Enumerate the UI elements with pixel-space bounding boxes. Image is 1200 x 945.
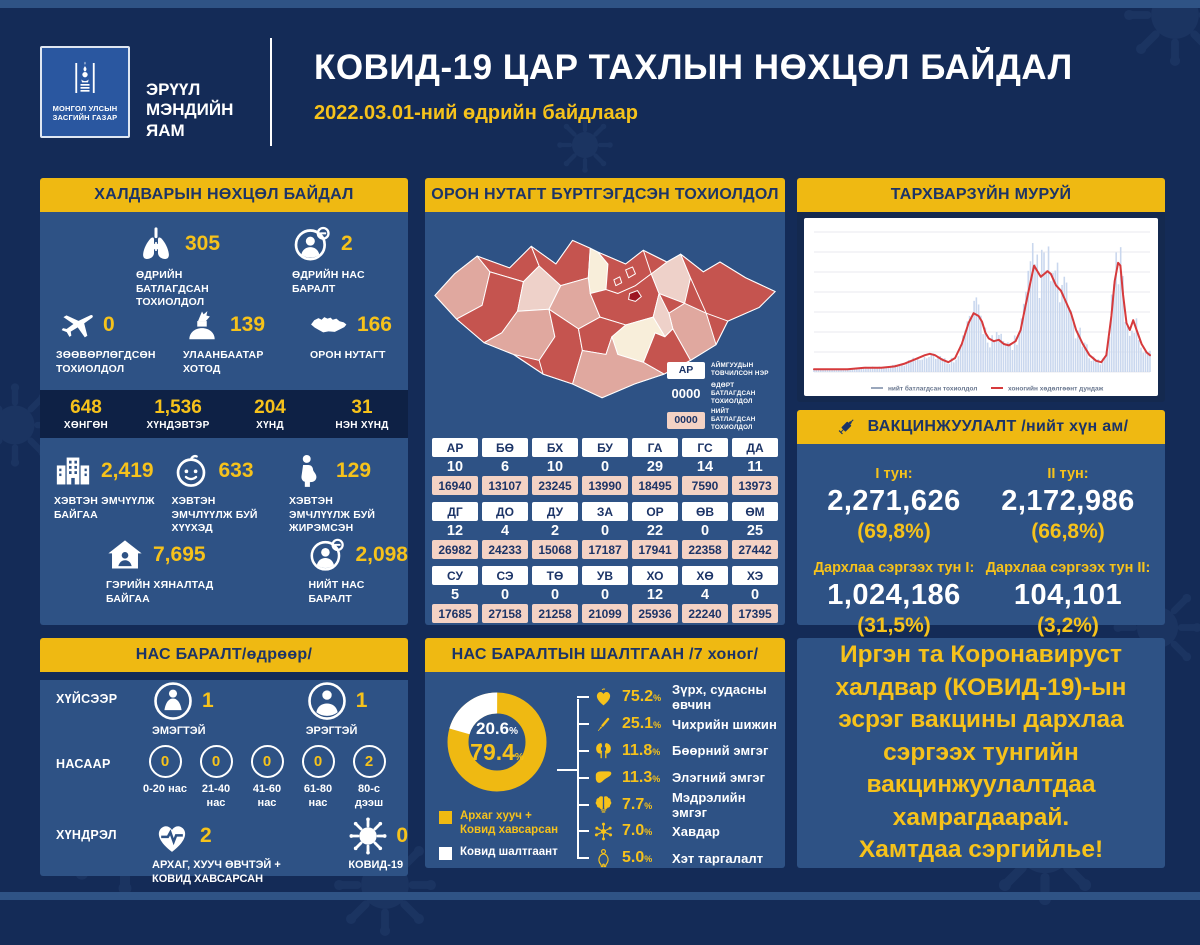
region-total-count: 17685 xyxy=(432,604,478,623)
region-daily-count: 0 xyxy=(500,586,510,603)
cause-label: Хавдар xyxy=(672,823,720,839)
map-legend-row xyxy=(667,408,775,432)
cause-percent: 11.3% xyxy=(622,768,661,786)
region-total-count: 13990 xyxy=(582,476,628,495)
region-total-count: 22358 xyxy=(682,540,728,559)
row-label-sex: ХҮЙСЭЭР xyxy=(56,692,118,706)
region-total-count: 24233 xyxy=(482,540,528,559)
region-abbr: ТӨ xyxy=(532,566,578,585)
connector-stub xyxy=(577,696,589,698)
region-table-row xyxy=(432,438,778,495)
region-total-count: 22240 xyxy=(682,604,728,623)
region-daily-count: 11 xyxy=(747,458,763,475)
cause-list xyxy=(577,684,781,872)
stat-label: УЛААНБААТАР ХОТОД xyxy=(182,349,264,375)
region-daily-count: 25 xyxy=(746,522,764,539)
region-daily-count: 4 xyxy=(500,522,510,539)
region-cell-БӨ xyxy=(482,438,528,495)
map-legend-label: АЙМГУУДЫН ТОВЧИЛСОН НЭР xyxy=(711,362,769,378)
region-total-count: 21099 xyxy=(582,604,628,623)
region-cell-ОР xyxy=(632,502,678,559)
region-cell-СЭ xyxy=(482,566,528,623)
daily-deaths-card xyxy=(40,638,408,885)
region-abbr: ОР xyxy=(632,502,678,521)
page-subtitle: 2022.03.01-ний өдрийн байдлаар xyxy=(314,102,638,124)
death-stat-value: 1 xyxy=(202,689,214,712)
region-daily-count: 10 xyxy=(446,458,464,475)
age-circle: 0 xyxy=(149,745,182,778)
age-group-stat xyxy=(140,745,190,811)
region-cell-ӨМ xyxy=(732,502,778,559)
kidney-icon xyxy=(593,740,614,761)
death-stat-value: 0 xyxy=(396,824,408,848)
soyombo-icon xyxy=(65,52,105,104)
region-total-count: 17395 xyxy=(732,604,778,623)
liver-icon xyxy=(593,767,614,788)
severity-strip xyxy=(40,390,408,438)
stat-item xyxy=(172,452,277,534)
person-minus-icon xyxy=(292,224,332,264)
stat-value: 166 xyxy=(356,313,392,336)
vaccination-grid xyxy=(797,444,1165,638)
connector-line xyxy=(557,769,577,771)
region-table-row xyxy=(432,566,778,623)
logo-org-line2: ЗАСГИЙН ГАЗАР xyxy=(52,113,118,123)
donut-legend-white: Ковид шалтгаант xyxy=(439,846,569,860)
region-daily-count: 0 xyxy=(600,586,610,603)
stat-label: ЗӨӨВӨРЛӨГДСӨН ТОХИОЛДОЛ xyxy=(56,349,156,375)
daily-stats-row xyxy=(40,212,408,309)
severity-item xyxy=(146,397,209,431)
region-abbr: ДУ xyxy=(532,502,578,521)
severity-label: НЭН ХҮНД xyxy=(335,420,389,431)
donut-legend-yellow: Архаг хууч + Ковид хавсарсан xyxy=(439,810,569,838)
top-edge-strip xyxy=(0,0,1200,8)
region-cell-ХЭ xyxy=(732,566,778,623)
region-total-count: 13973 xyxy=(732,476,778,495)
female-icon xyxy=(152,680,194,722)
cause-percent: 7.0% xyxy=(622,822,653,840)
cause-percent: 5.0% xyxy=(622,849,653,867)
male-icon xyxy=(306,680,348,722)
stat-label: ӨДРИЙН НАС БАРАЛТ xyxy=(292,269,365,295)
region-table-row xyxy=(432,502,778,559)
donut-legend xyxy=(439,810,569,860)
dose-percent: (3,2%) xyxy=(1037,614,1099,637)
region-abbr: БӨ xyxy=(482,438,528,457)
hospital-icon xyxy=(54,452,92,490)
stat-value: 633 xyxy=(218,459,254,482)
stat-item xyxy=(310,306,392,380)
region-daily-count: 0 xyxy=(750,586,760,603)
stat-item xyxy=(289,452,394,534)
cause-item xyxy=(577,711,781,738)
death-stat-item xyxy=(152,816,282,887)
dose-value: 2,271,626 xyxy=(827,485,961,517)
map-legend xyxy=(667,362,775,432)
region-abbr: ДА xyxy=(732,438,778,457)
age-label: 80-с дээш xyxy=(354,782,384,809)
severity-label: ХҮНД xyxy=(256,420,284,431)
infection-card-header: ХАЛДВАРЫН НӨХЦӨЛ БАЙДАЛ xyxy=(40,178,408,212)
stat-value: 129 xyxy=(336,459,372,482)
cause-item xyxy=(577,764,781,791)
white-swatch xyxy=(439,847,452,860)
region-total-count: 25936 xyxy=(632,604,678,623)
stat-label: ОРОН НУТАГТ xyxy=(309,349,386,361)
map-legend-row xyxy=(667,362,775,379)
bottom-edge-strip xyxy=(0,892,1200,900)
region-cell-ХӨ xyxy=(682,566,728,623)
severity-value: 31 xyxy=(351,397,373,418)
death-stat-label: ЭРЭГТЭЙ xyxy=(305,725,358,737)
region-daily-count: 2 xyxy=(550,522,560,539)
region-daily-count: 4 xyxy=(700,586,710,603)
cause-item xyxy=(577,791,781,818)
region-abbr: АР xyxy=(432,438,478,457)
location-stats-row xyxy=(40,300,408,380)
cause-percent: 75.2% xyxy=(622,688,662,706)
stat-label: ӨДРИЙН БАТЛАГДСАН ТОХИОЛДОЛ xyxy=(136,269,209,309)
stat-value: 7,695 xyxy=(153,543,206,566)
region-abbr: ЗА xyxy=(582,502,628,521)
cause-item xyxy=(577,684,781,711)
cause-label: Мэдрэлийн эмгэг xyxy=(672,789,746,820)
header-divider xyxy=(270,38,272,146)
age-circle: 0 xyxy=(200,745,233,778)
region-abbr: ХЭ xyxy=(732,566,778,585)
government-logo xyxy=(40,46,130,138)
deaths-by-age-row xyxy=(40,745,408,811)
region-daily-count: 0 xyxy=(600,458,610,475)
map-legend-label: ӨДӨРТ БАТЛАГДСАН ТОХИОЛДОЛ xyxy=(711,381,756,405)
vaccination-dose-stat xyxy=(807,560,981,638)
region-cell-БХ xyxy=(532,438,578,495)
connector-stub xyxy=(577,750,589,752)
connector-stub xyxy=(577,830,589,832)
region-total-count: 18495 xyxy=(632,476,678,495)
vaccination-card xyxy=(797,410,1165,637)
connector-stub xyxy=(577,857,589,859)
stat-item xyxy=(56,306,174,380)
region-cell-АР xyxy=(432,438,478,495)
region-total-count: 26982 xyxy=(432,540,478,559)
cause-percent: 25.1% xyxy=(622,715,662,733)
stat-value: 0 xyxy=(103,313,115,336)
severity-item xyxy=(64,397,108,431)
region-daily-count: 22 xyxy=(646,522,664,539)
stat-value: 2,098 xyxy=(355,543,408,566)
page-title: КОВИД-19 ЦАР ТАХЛЫН НӨХЦӨЛ БАЙДАЛ xyxy=(314,48,1073,87)
dose-label: I тун: xyxy=(875,466,913,482)
region-abbr: ӨМ xyxy=(732,502,778,521)
stat-label: ХЭВТЭН ЭМЧЛҮҮЛЖ БУЙ ХҮҮХЭД xyxy=(171,495,258,535)
ministry-line2: МЭНДИЙН ЯАМ xyxy=(146,100,234,140)
region-daily-count: 0 xyxy=(700,522,710,539)
stat-label: ХЭВТЭН ЭМЧҮҮЛЖ БАЙГАА xyxy=(54,495,155,521)
age-group-stat xyxy=(344,745,394,811)
age-label: 0-20 нас xyxy=(143,782,187,795)
epidemic-curve-card xyxy=(797,178,1165,402)
cancer-icon xyxy=(593,821,614,842)
death-stat-item xyxy=(152,680,214,739)
stat-item xyxy=(54,452,159,534)
region-daily-count: 12 xyxy=(646,586,664,603)
stat-item xyxy=(136,224,248,309)
mongolia-icon xyxy=(310,306,348,344)
logo-org-line1: МОНГОЛ УЛСЫН xyxy=(52,104,118,113)
connector-stub xyxy=(577,777,589,779)
home-icon xyxy=(106,536,144,574)
age-label: 61-80 нас xyxy=(303,782,333,809)
death-stat-label: ЭМЭГТЭЙ xyxy=(152,725,206,737)
airplane-icon xyxy=(56,306,94,344)
virus-icon xyxy=(348,816,388,856)
donut-yellow-percent: 79.4% xyxy=(470,738,524,765)
deaths-by-sex-row xyxy=(40,680,408,739)
death-stat-value: 2 xyxy=(200,824,212,848)
death-stat-item xyxy=(306,680,368,739)
age-label: 41-60 нас xyxy=(252,782,282,809)
brain-icon xyxy=(593,794,614,815)
region-abbr: ДО xyxy=(482,502,528,521)
region-total-count: 27442 xyxy=(732,540,778,559)
region-daily-count: 6 xyxy=(500,458,510,475)
dose-percent: (66,8%) xyxy=(1031,520,1105,543)
svg-text:хоногийн хөдөлгөөнт дундаж: хоногийн хөдөлгөөнт дундаж xyxy=(1008,385,1104,393)
region-daily-count: 0 xyxy=(600,522,610,539)
cause-item xyxy=(577,845,781,872)
message-body: Иргэн та Коронавируст халдвар (КОВИД-19)-ын эсрэг вакцины дархлаа сэргээх тунгийн вакцинжуулалтдаа хамрагдаарай. xyxy=(835,640,1127,831)
causes-card-header: НАС БАРАЛТЫН ШАЛТГААН /7 хоног/ xyxy=(425,638,785,672)
page-header xyxy=(40,30,1160,165)
logo-text xyxy=(53,104,118,123)
death-stat-value: 1 xyxy=(355,689,368,712)
person-minus-icon xyxy=(308,536,346,574)
dose-percent: (31,5%) xyxy=(857,614,931,637)
region-abbr: ХО xyxy=(632,566,678,585)
cause-label: Элэгний эмгэг xyxy=(672,770,766,786)
baby-icon xyxy=(172,452,210,490)
deaths-card-header: НАС БАРАЛТ/өдрөөр/ xyxy=(40,638,408,672)
death-stat-label: АРХАГ, ХУУЧ ӨВЧТЭЙ + КОВИД ХАВСАРСАН xyxy=(152,859,281,885)
region-abbr: ДГ xyxy=(432,502,478,521)
age-circle: 2 xyxy=(353,745,386,778)
region-cell-БУ xyxy=(582,438,628,495)
region-abbr: ӨВ xyxy=(682,502,728,521)
region-daily-count: 29 xyxy=(646,458,664,475)
map-legend-row xyxy=(667,382,775,406)
severity-label: ХӨНГӨН xyxy=(63,420,109,431)
severity-label: ХҮНДЭВТЭР xyxy=(146,420,210,431)
vaccination-dose-stat xyxy=(807,466,981,544)
vaccination-dose-stat xyxy=(981,560,1155,638)
region-total-count: 17941 xyxy=(632,540,678,559)
hospitalized-stats-row xyxy=(40,438,408,534)
region-total-count: 23245 xyxy=(532,476,578,495)
region-total-count: 27158 xyxy=(482,604,528,623)
regional-cases-card xyxy=(425,178,785,625)
yellow-swatch xyxy=(439,811,452,824)
region-abbr: СУ xyxy=(432,566,478,585)
region-cell-ӨВ xyxy=(682,502,728,559)
infection-status-card xyxy=(40,178,408,625)
ministry-name xyxy=(146,80,256,141)
age-circle: 0 xyxy=(251,745,284,778)
region-total-count: 7590 xyxy=(682,476,728,495)
lungs-icon xyxy=(136,224,176,264)
death-causes-donut xyxy=(441,686,553,798)
region-cell-ТӨ xyxy=(532,566,578,623)
dose-value: 1,024,186 xyxy=(827,579,961,611)
age-group-stat xyxy=(293,745,343,811)
region-daily-count: 14 xyxy=(696,458,714,475)
curve-card-header: ТАРХВАРЗҮЙН МУРУЙ xyxy=(797,178,1165,212)
dose-value: 2,172,986 xyxy=(1001,485,1135,517)
diabetes-icon xyxy=(593,714,614,735)
cause-item xyxy=(577,818,781,845)
region-cell-ГА xyxy=(632,438,678,495)
cause-label: Бөөрний эмгэг xyxy=(672,743,769,759)
severity-value: 204 xyxy=(254,397,286,418)
map-legend-sample: АР xyxy=(667,362,705,379)
region-cell-ДГ xyxy=(432,502,478,559)
region-abbr: БХ xyxy=(532,438,578,457)
vaccination-dose-stat xyxy=(981,466,1155,544)
age-label: 21-40 нас xyxy=(201,782,231,809)
cause-label: Зүрх, судасны өвчин xyxy=(672,682,767,713)
region-daily-count: 0 xyxy=(550,586,560,603)
epidemic-curve-chart xyxy=(804,218,1158,396)
region-daily-count: 5 xyxy=(450,586,460,603)
deaths-by-complication-row xyxy=(40,816,408,887)
ministry-line1: ЭРҮҮЛ xyxy=(146,79,201,99)
vaccination-message-panel xyxy=(797,638,1165,868)
age-group-stat xyxy=(191,745,241,811)
stat-value: 305 xyxy=(185,232,221,255)
cause-percent: 7.7% xyxy=(622,795,653,813)
regional-card-header: ОРОН НУТАГТ БҮРТГЭГДСЭН ТОХИОЛДОЛ xyxy=(425,178,785,212)
region-total-count: 17187 xyxy=(582,540,628,559)
row-label-complication: ХҮНДРЭЛ xyxy=(56,828,117,843)
stat-value: 139 xyxy=(229,313,266,336)
stat-label: НИЙТ НАС БАРАЛТ xyxy=(308,579,365,605)
connector-stub xyxy=(577,804,589,806)
region-daily-count: 10 xyxy=(546,458,564,475)
age-group-stat xyxy=(242,745,292,811)
stat-item xyxy=(183,306,301,380)
stat-value: 2,419 xyxy=(101,459,154,482)
severity-value: 648 xyxy=(70,397,102,418)
severity-item xyxy=(335,397,388,431)
heart-pulse-icon xyxy=(152,816,192,856)
region-cell-ДУ xyxy=(532,502,578,559)
region-abbr: СЭ xyxy=(482,566,528,585)
mongolia-choropleth-map xyxy=(425,212,785,434)
stat-item xyxy=(106,536,240,606)
region-cell-ГС xyxy=(682,438,728,495)
connector-stub xyxy=(577,723,589,725)
severity-value: 1,536 xyxy=(154,397,202,418)
cause-item xyxy=(577,738,781,765)
svg-text:нийт батлагдсан тохиолдол: нийт батлагдсан тохиолдол xyxy=(888,385,978,393)
region-abbr: ХӨ xyxy=(682,566,728,585)
row-label-age: НАСААР xyxy=(56,756,111,771)
stat-label: ХЭВТЭН ЭМЧЛҮҮЛЖ БУЙ ЖИРЭМСЭН xyxy=(289,495,376,535)
syringe-icon xyxy=(834,415,858,439)
dose-label: Дархлаа сэргээх тун I: xyxy=(813,560,975,576)
severity-item xyxy=(254,397,286,431)
region-cell-ДА xyxy=(732,438,778,495)
obesity-icon xyxy=(593,848,614,869)
message-tagline: Хамтдаа сэргийлье! xyxy=(858,836,1104,864)
pregnant-icon xyxy=(289,452,327,490)
cause-label: Хэт таргалалт xyxy=(672,850,764,866)
vaccination-card-header: ВАКЦИНЖУУЛАЛТ /нийт хүн ам/ xyxy=(867,418,1129,435)
stat-value: 2 xyxy=(341,232,353,255)
region-cell-СУ xyxy=(432,566,478,623)
region-abbr: ГА xyxy=(632,438,678,457)
region-abbr: УВ xyxy=(582,566,628,585)
region-cell-ХО xyxy=(632,566,678,623)
map-legend-sample: 0000 xyxy=(671,386,701,402)
map-legend-label: НИЙТ БАТЛАГДСАН ТОХИОЛДОЛ xyxy=(711,408,756,432)
map-legend-sample: 0000 xyxy=(667,412,705,429)
region-total-count: 21258 xyxy=(532,604,578,623)
stat-item xyxy=(308,536,408,606)
donut-white-percent: 20.6% xyxy=(476,718,518,738)
cause-label: Чихрийн шижин xyxy=(672,716,777,732)
region-daily-count: 12 xyxy=(446,522,464,539)
dose-value: 104,101 xyxy=(1013,579,1123,611)
stat-label: ГЭРИЙН ХЯНАЛТАД БАЙГАА xyxy=(106,579,214,605)
dose-label: II тун: xyxy=(1047,466,1089,482)
region-table xyxy=(425,434,785,623)
region-cell-ДО xyxy=(482,502,528,559)
death-stat-label: КОВИД-19 xyxy=(348,859,404,872)
stat-item xyxy=(292,224,404,300)
death-stat-item xyxy=(348,816,408,887)
cause-percent: 11.8% xyxy=(622,741,661,759)
region-cell-УВ xyxy=(582,566,628,623)
monument-icon xyxy=(183,306,221,344)
region-abbr: ГС xyxy=(682,438,728,457)
dose-label: Дархлаа сэргээх тун II: xyxy=(985,560,1151,576)
region-cell-ЗА xyxy=(582,502,628,559)
death-causes-card xyxy=(425,638,785,868)
home-care-stats-row xyxy=(40,534,408,606)
region-total-count: 13107 xyxy=(482,476,528,495)
dose-percent: (69,8%) xyxy=(857,520,931,543)
region-total-count: 16940 xyxy=(432,476,478,495)
age-circle: 0 xyxy=(302,745,335,778)
region-abbr: БУ xyxy=(582,438,628,457)
heart-icon xyxy=(593,687,614,708)
region-total-count: 15068 xyxy=(532,540,578,559)
